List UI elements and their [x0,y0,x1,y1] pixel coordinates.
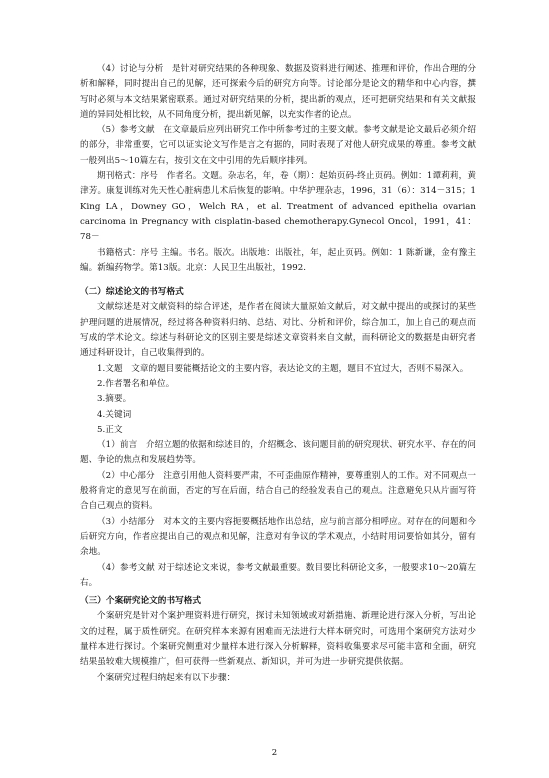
page-number: 2 [271,748,278,758]
page-body [80,62,476,686]
para-item-title: 1.文题 文章的题目要能概括论文的主要内容，表达论文的主题，题目不宜过大，否则不易深入。 [97,363,469,374]
heading-case-study-format: （三）个案研究论文的书写格式 [80,596,202,607]
para-item-keywords: 4.关键词 [97,409,132,420]
para-case-study-steps: 个案研究过程归纳起来有以下步骤： [97,672,236,683]
para-preface: （1）前言 介绍立题的依据和综述目的，介绍概念、该问题目前的研究现状、研究水平、存在的问题、争论的焦点和发展趋势等。 [80,440,476,466]
para-case-study-intro: 个案研究是针对个案护理资料进行研究，探讨未知领域或对新措施、新理论进行深入分析，写出论文的过程，属于质性研究。在研究样本来源有困难而无法进行大样本研究时，可选用个案研究方法对少量样本进行探讨。个案研究侧重对少量样本进行深入分析解释，资料收集要求尽可能丰富和全面，研究结果虽较难大规模推广，但可获得一些新观点、新知识，并可为进一步研究提供依据。 [80,611,476,668]
heading-review-format: （二）综述论文的书写格式 [80,287,184,298]
para-item-author: 2.作者署名和单位。 [97,378,175,389]
para-summary-part: （3）小结部分 对本文的主要内容扼要概括地作出总结，应与前言部分相呼应。对存在的问题和今后研究方向，作者应提出自己的观点和见解，注意对有争议的学术观点，小结时用词要恰如其分，留有余地。 [80,516,476,558]
para-references: （5）参考文献 在文章最后应列出研究工作中所参考过的主要文献。参考文献是论文最后必须介绍的部分，非常重要，它可以证实论文写作是言之有据的，同时表现了对他人研究成果的尊重。参考文献一般列出5～10篇左右，按引文在文中引用的先后顺序排列。 [80,125,476,166]
para-discussion: （4）讨论与分析 是针对研究结果的各种现象、数据及资料进行阐述、推理和评价，作出合理的分析和解释，同时提出自己的见解，还可探索今后的研究方向等。讨论部分是论文的精华和中心内容，撰写时必须与本文结果紧密联系。通过对研究结果的分析，提出新的观点，还可把研究结果和有关文献报道的异同处相比较，从不同角度分析，提出新见解，以充实作者的论点。 [80,64,476,120]
para-book-format: 书籍格式：序号 主编。书名。版次。出版地：出版社，年，起止页码。例如：1 陈新谦，金有豫主编。新编药物学。第13版。北京：人民卫生出版社，1992. [80,247,476,273]
spacer [80,276,476,282]
para-item-abstract: 3.摘要。 [97,394,132,405]
para-review-intro: 文献综述是对文献资料的综合评述，是作者在阅读大量原始文献后，对文献中提出的或探讨的某些护理问题的进展情况，经过将各种资料归纳、总结、对比、分析和评价，综合加工，加上自己的观点而写成的学术论文。综述与科研论文的区别主要是综述文章资料来自文献，而科研论文的数据是由研究者通过科研设计，自己收集得到的。 [80,302,476,359]
para-review-references: （4）参考文献 对于综述论文来说，参考文献最重要。数目要比科研论文多，一般要求10～20篇左右。 [80,562,476,588]
para-item-body: 5.正文 [97,424,123,435]
para-central-part: （2）中心部分 注意引用他人资料要严肃，不可歪曲原作精神，要尊重别人的工作。对不同观点一般将肯定的意见写在前面，否定的写在后面，结合自己的经验发表自己的观点。注意避免只从片面写符合自己观点的资料。 [80,470,476,512]
para-journal-format: 期刊格式：序号 作者名。文题。杂志名，年，卷（期）：起始页码-终止页码。例如：1谭莉莉，黄津芳。康复训练对先天性心脏病患儿术后恢复的影响。中华护理杂志，1996，31（6）：314－315；1 King LA，Downey GO，Welch RA，et al. Treatment of advanced epithelia ovarian carcinoma in Pregnancy with cisplatin-based chemotherapy.Gynecol Oncol，1991，41：78－ [80,171,476,243]
